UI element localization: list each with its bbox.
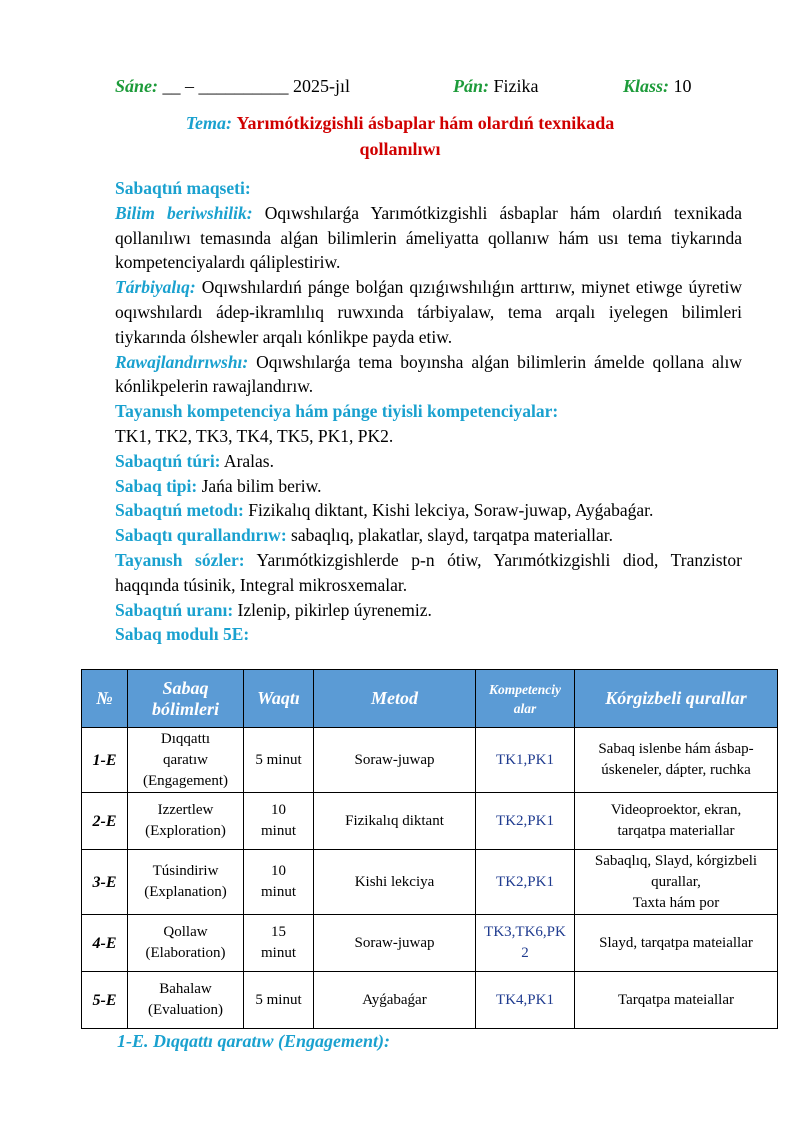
- row-method: Soraw-juwap: [314, 728, 476, 793]
- goal-upbringing-text: Oqıwshılardıń pánge bolǵan qızıǵıwshılıǵın arttırıw, miynet etiwge úyretiw oqıwshılardı ádep-ikramlılıq ruwxında tárbiyalaw, tema arqalı iyelegen bilimleri tiykarında ólshewler arqalı kónlikpe payda etiw.: [115, 277, 742, 347]
- table-row: [82, 850, 778, 915]
- row-section: Izzertlew (Exploration): [128, 793, 244, 850]
- lesson-topic: [0, 110, 800, 162]
- topic-label: Tema:: [185, 113, 233, 133]
- lesson-method-label: Sabaqtıń metodı:: [115, 500, 244, 521]
- lesson-tools-value: sabaqlıq, plakatlar, slayd, tarqatpa materiallar.: [286, 525, 613, 546]
- class-field: [623, 75, 692, 97]
- row-method: Ayǵabaǵar: [314, 972, 476, 1029]
- row-number: 1-E: [82, 728, 128, 793]
- competencies-value: TK1, TK2, TK3, TK4, TK5, PK1, PK2.: [115, 425, 394, 446]
- class-value: 10: [673, 76, 692, 96]
- lesson-tools-label: Sabaqtı qurallandırıw:: [115, 525, 287, 546]
- lesson-kind-value: Jańa bilim beriw.: [197, 475, 322, 496]
- goal-developing-text: Oqıwshılarǵa tema boyınsha alǵan bilimlerin ámelde qollana alıw kónlikpelerin rawajlandırıw.: [115, 351, 742, 397]
- row-method: Fizikalıq diktant: [314, 793, 476, 850]
- next-section-heading: 1-E. Dıqqattı qaratıw (Engagement):: [117, 1031, 391, 1051]
- lesson-tools: [115, 523, 742, 548]
- row-competencies: TK4,PK1: [476, 972, 575, 1029]
- goal-developing-label: Rawajlandırıwshı:: [115, 351, 249, 372]
- topic-line-1: Yarımótkizgishli ásbaplar hám olardıń texnikada: [236, 113, 615, 133]
- lesson-keywords-label: Tayanısh sózler:: [115, 549, 245, 570]
- row-number: 5-E: [82, 972, 128, 1029]
- row-tools: Sabaqlıq, Slayd, kórgizbeli qurallar, Taxta hám por: [575, 850, 778, 915]
- row-time: 15 minut: [244, 915, 314, 972]
- header-tools: Kórgizbeli qurallar: [575, 670, 778, 728]
- module-title: Sabaq modulı 5E:: [115, 624, 250, 645]
- goal-educational-label: Bilim beriwshilik:: [115, 202, 253, 223]
- lesson-type-label: Sabaqtıń túri:: [115, 450, 221, 471]
- lesson-keywords-value: Yarımótkizgishlerde p-n ótiw, Yarımótkizgishli diod, Tranzistor haqqında túsinik, Integral mikrosxemalar.: [115, 549, 742, 595]
- goal-upbringing-label: Tárbiyalıq:: [115, 277, 196, 298]
- lesson-motto-value: Izlenip, pikirlep úyrenemiz.: [233, 599, 432, 620]
- subject-value: Fizika: [493, 76, 539, 96]
- table-header-row: [82, 670, 778, 728]
- row-competencies: TK2,PK1: [476, 850, 575, 915]
- row-time: 10 minut: [244, 850, 314, 915]
- table-row: [82, 972, 778, 1029]
- competencies-title: Tayanısh kompetenciya hám pánge tiyisli kompetenciyalar:: [115, 401, 559, 422]
- header-number: №: [82, 670, 128, 728]
- table-row: [82, 793, 778, 850]
- row-tools: Tarqatpa mateiallar: [575, 972, 778, 1029]
- row-time: 10 minut: [244, 793, 314, 850]
- row-tools: Sabaq islenbe hám ásbap- úskeneler, dápter, ruchka: [575, 728, 778, 793]
- row-competencies: TK1,PK1: [476, 728, 575, 793]
- goal-developing: [115, 350, 742, 400]
- lesson-plan-table: [81, 669, 778, 1029]
- row-competencies: TK2,PK1: [476, 793, 575, 850]
- subject-label: Pán:: [453, 76, 489, 96]
- lesson-motto-label: Sabaqtıń uranı:: [115, 599, 234, 620]
- date-field: [115, 75, 350, 97]
- row-number: 4-E: [82, 915, 128, 972]
- lesson-kind-label: Sabaq tipi:: [115, 475, 198, 496]
- row-section: Túsindiriw (Explanation): [128, 850, 244, 915]
- topic-line-2: qollanılıwı: [359, 139, 441, 159]
- row-number: 2-E: [82, 793, 128, 850]
- lesson-kind: [115, 474, 742, 499]
- row-time: 5 minut: [244, 972, 314, 1029]
- date-value: __ – __________ 2025-jıl: [162, 76, 351, 96]
- lesson-method: [115, 498, 742, 523]
- row-number: 3-E: [82, 850, 128, 915]
- row-tools: Slayd, tarqatpa mateiallar: [575, 915, 778, 972]
- lesson-type-value: Aralas.: [220, 450, 274, 471]
- row-method: Kishi lekciya: [314, 850, 476, 915]
- row-tools: Videoproektor, ekran, tarqatpa materiallar: [575, 793, 778, 850]
- goal-educational-text: Oqıwshılarǵa Yarımótkizgishli ásbaplar hám olardıń texnikada qollanılıwı temasında alǵan bilimlerin ámeliyatta qollanıw hám usı tema tiykarında kompetenciyalardı qáliplestiriw.: [115, 202, 742, 273]
- goal-educational: [115, 201, 742, 275]
- row-section: Bahalaw (Evaluation): [128, 972, 244, 1029]
- subject-field: [453, 75, 539, 97]
- table-row: [82, 915, 778, 972]
- lesson-method-value: Fizikalıq diktant, Kishi lekciya, Soraw-juwap, Ayǵabaǵar.: [243, 500, 654, 521]
- lesson-type: [115, 449, 742, 474]
- lesson-motto: [115, 598, 742, 623]
- goal-upbringing: [115, 275, 742, 349]
- class-label: Klass:: [623, 76, 670, 96]
- row-method: Soraw-juwap: [314, 915, 476, 972]
- lesson-keywords: [115, 548, 742, 598]
- date-label: Sáne:: [115, 76, 159, 96]
- row-section: Dıqqattı qaratıw (Engagement): [128, 728, 244, 793]
- table-row: [82, 728, 778, 793]
- header-time: Waqtı: [244, 670, 314, 728]
- row-section: Qollaw (Elaboration): [128, 915, 244, 972]
- header-method: Metod: [314, 670, 476, 728]
- lesson-body: [115, 176, 742, 647]
- row-time: 5 minut: [244, 728, 314, 793]
- goals-title: Sabaqtıń maqseti:: [115, 178, 251, 198]
- header-sections: Sabaq bólimleri: [128, 670, 244, 728]
- row-competencies: TK3,TK6,PK 2: [476, 915, 575, 972]
- header-competencies: Kompetenciy alar: [476, 670, 575, 728]
